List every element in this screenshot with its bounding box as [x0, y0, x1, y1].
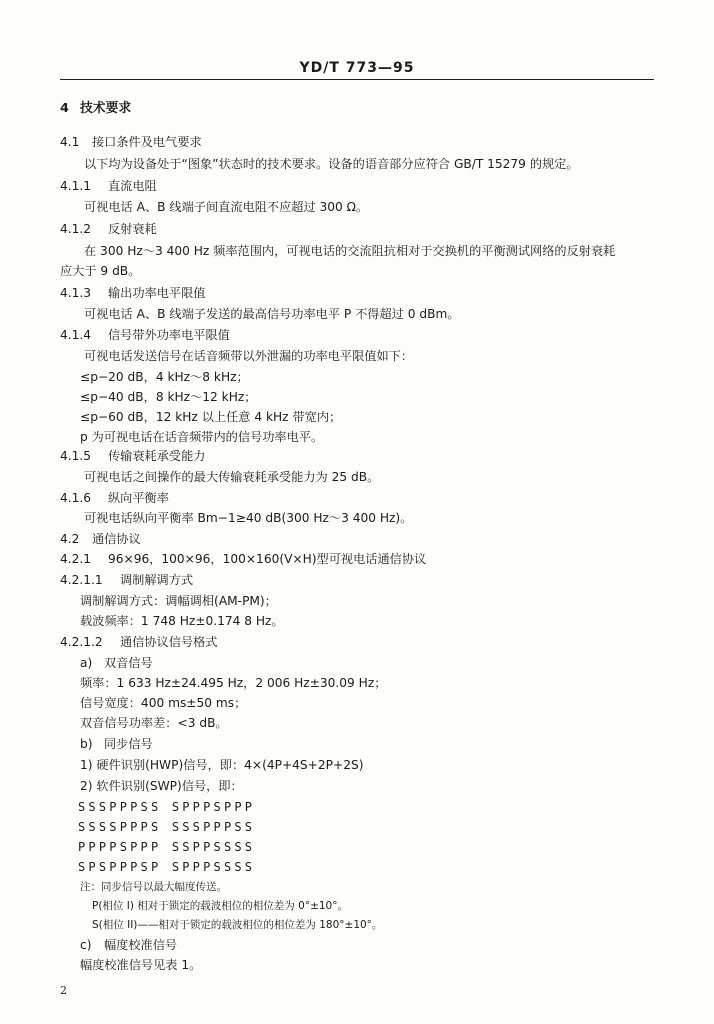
sequence-row: SSSPPPSS SPPPSPPP	[78, 800, 256, 814]
section-title: 技术要求	[80, 101, 132, 116]
clause-4-1-text: 以下均为设备处于“图象”状态时的技术要求。设备的语音部分应符合 GB/T 15279 的规定。	[84, 157, 579, 171]
clause-4-1-6-heading: 4.1.6 纵向平衡率	[60, 491, 169, 505]
item-c-line: 幅度校准信号见表 1。	[80, 958, 202, 972]
header-rule	[60, 79, 654, 80]
sequence-row: SSSSPPPS SSSPPPSS	[78, 820, 256, 834]
note-line: 注：同步信号以最大幅度传送。	[80, 881, 227, 893]
limit-item: ≤p−40 dB，8 kHz～12 kHz；	[80, 390, 257, 404]
sequence-row: PPPPSPPP SSPPSSSS	[78, 840, 256, 854]
item-a-line: 信号宽度：400 ms±50 ms；	[80, 696, 247, 710]
item-a-line: 频率：1 633 Hz±24.495 Hz，2 006 Hz±30.09 Hz；	[80, 676, 387, 690]
clause-4-1-2-heading: 4.1.2 反射衰耗	[60, 222, 157, 236]
limit-item: ≤p−60 dB，12 kHz 以上任意 4 kHz 带宽内；	[80, 410, 342, 424]
clause-4-1-6-text: 可视电话纵向平衡率 Bm−1≥40 dB(300 Hz～3 400 Hz)。	[84, 511, 413, 525]
note-line: P(相位 I) 相对于锁定的载波相位的相位差为 0°±10°。	[92, 900, 348, 912]
note-line: S(相位 II)——相对于锁定的载波相位的相位差为 180°±10°。	[92, 919, 383, 931]
clause-4-1-1-text: 可视电话 A、B 线端子间直流电阻不应超过 300 Ω。	[84, 200, 369, 214]
item-a-line: 双音信号功率差：<3 dB。	[80, 716, 228, 730]
clause-4-2-1-2-heading: 4.2.1.2 通信协议信号格式	[60, 635, 218, 649]
limit-item: p 为可视电话在话音频带内的信号功率电平。	[80, 430, 324, 444]
standard-code: YD/T 773—95	[299, 60, 415, 76]
clause-4-1-3-heading: 4.1.3 输出功率电平限值	[60, 286, 206, 300]
clause-4-1-5-heading: 4.1.5 传输衰耗承受能力	[60, 449, 206, 463]
item-a-heading: a) 双音信号	[80, 656, 153, 670]
page-number: 2	[60, 984, 67, 997]
limit-item: ≤p−20 dB，4 kHz～8 kHz；	[80, 370, 249, 384]
clause-4-2-1-1-heading: 4.2.1.1 调制解调方式	[60, 573, 194, 587]
sequence-row: SPSPPPSP SPPPSSSS	[78, 860, 256, 874]
modulation-line: 调制解调方式：调幅调相(AM-PM)；	[80, 594, 277, 608]
section-number: 4	[60, 101, 69, 116]
item-c-heading: c) 幅度校准信号	[80, 938, 178, 952]
clause-4-1-2-text-cont: 应大于 9 dB。	[60, 264, 141, 278]
clause-4-2-heading: 4.2 通信协议	[60, 532, 141, 546]
carrier-line: 载波频率：1 748 Hz±0.174 8 Hz。	[80, 614, 284, 628]
clause-4-1-5-text: 可视电话之间操作的最大传输衰耗承受能力为 25 dB。	[84, 470, 380, 484]
item-b-line: 2) 软件识别(SWP)信号，即：	[80, 779, 243, 793]
clause-4-1-4-text: 可视电话发送信号在话音频带以外泄漏的功率电平限值如下：	[84, 349, 414, 363]
clause-4-1-1-heading: 4.1.1 直流电阻	[60, 179, 157, 193]
section-heading	[60, 101, 131, 117]
clause-4-1-heading: 4.1 接口条件及电气要求	[60, 135, 202, 149]
clause-4-1-2-text: 在 300 Hz～3 400 Hz 频率范围内，可视电话的交流阻抗相对于交换机的平衡测试网络的反射衰耗	[84, 244, 616, 258]
clause-4-2-1-heading: 4.2.1 96×96，100×96，100×160(V×H)型可视电话通信协议	[60, 552, 427, 566]
item-b-line: 1) 硬件识别(HWP)信号，即：4×(4P+4S+2P+2S)	[80, 758, 364, 772]
clause-4-1-4-heading: 4.1.4 信号带外功率电平限值	[60, 328, 230, 342]
item-b-heading: b) 同步信号	[80, 737, 153, 751]
clause-4-1-3-text: 可视电话 A、B 线端子发送的最高信号功率电平 P 不得超过 0 dBm。	[84, 307, 460, 321]
